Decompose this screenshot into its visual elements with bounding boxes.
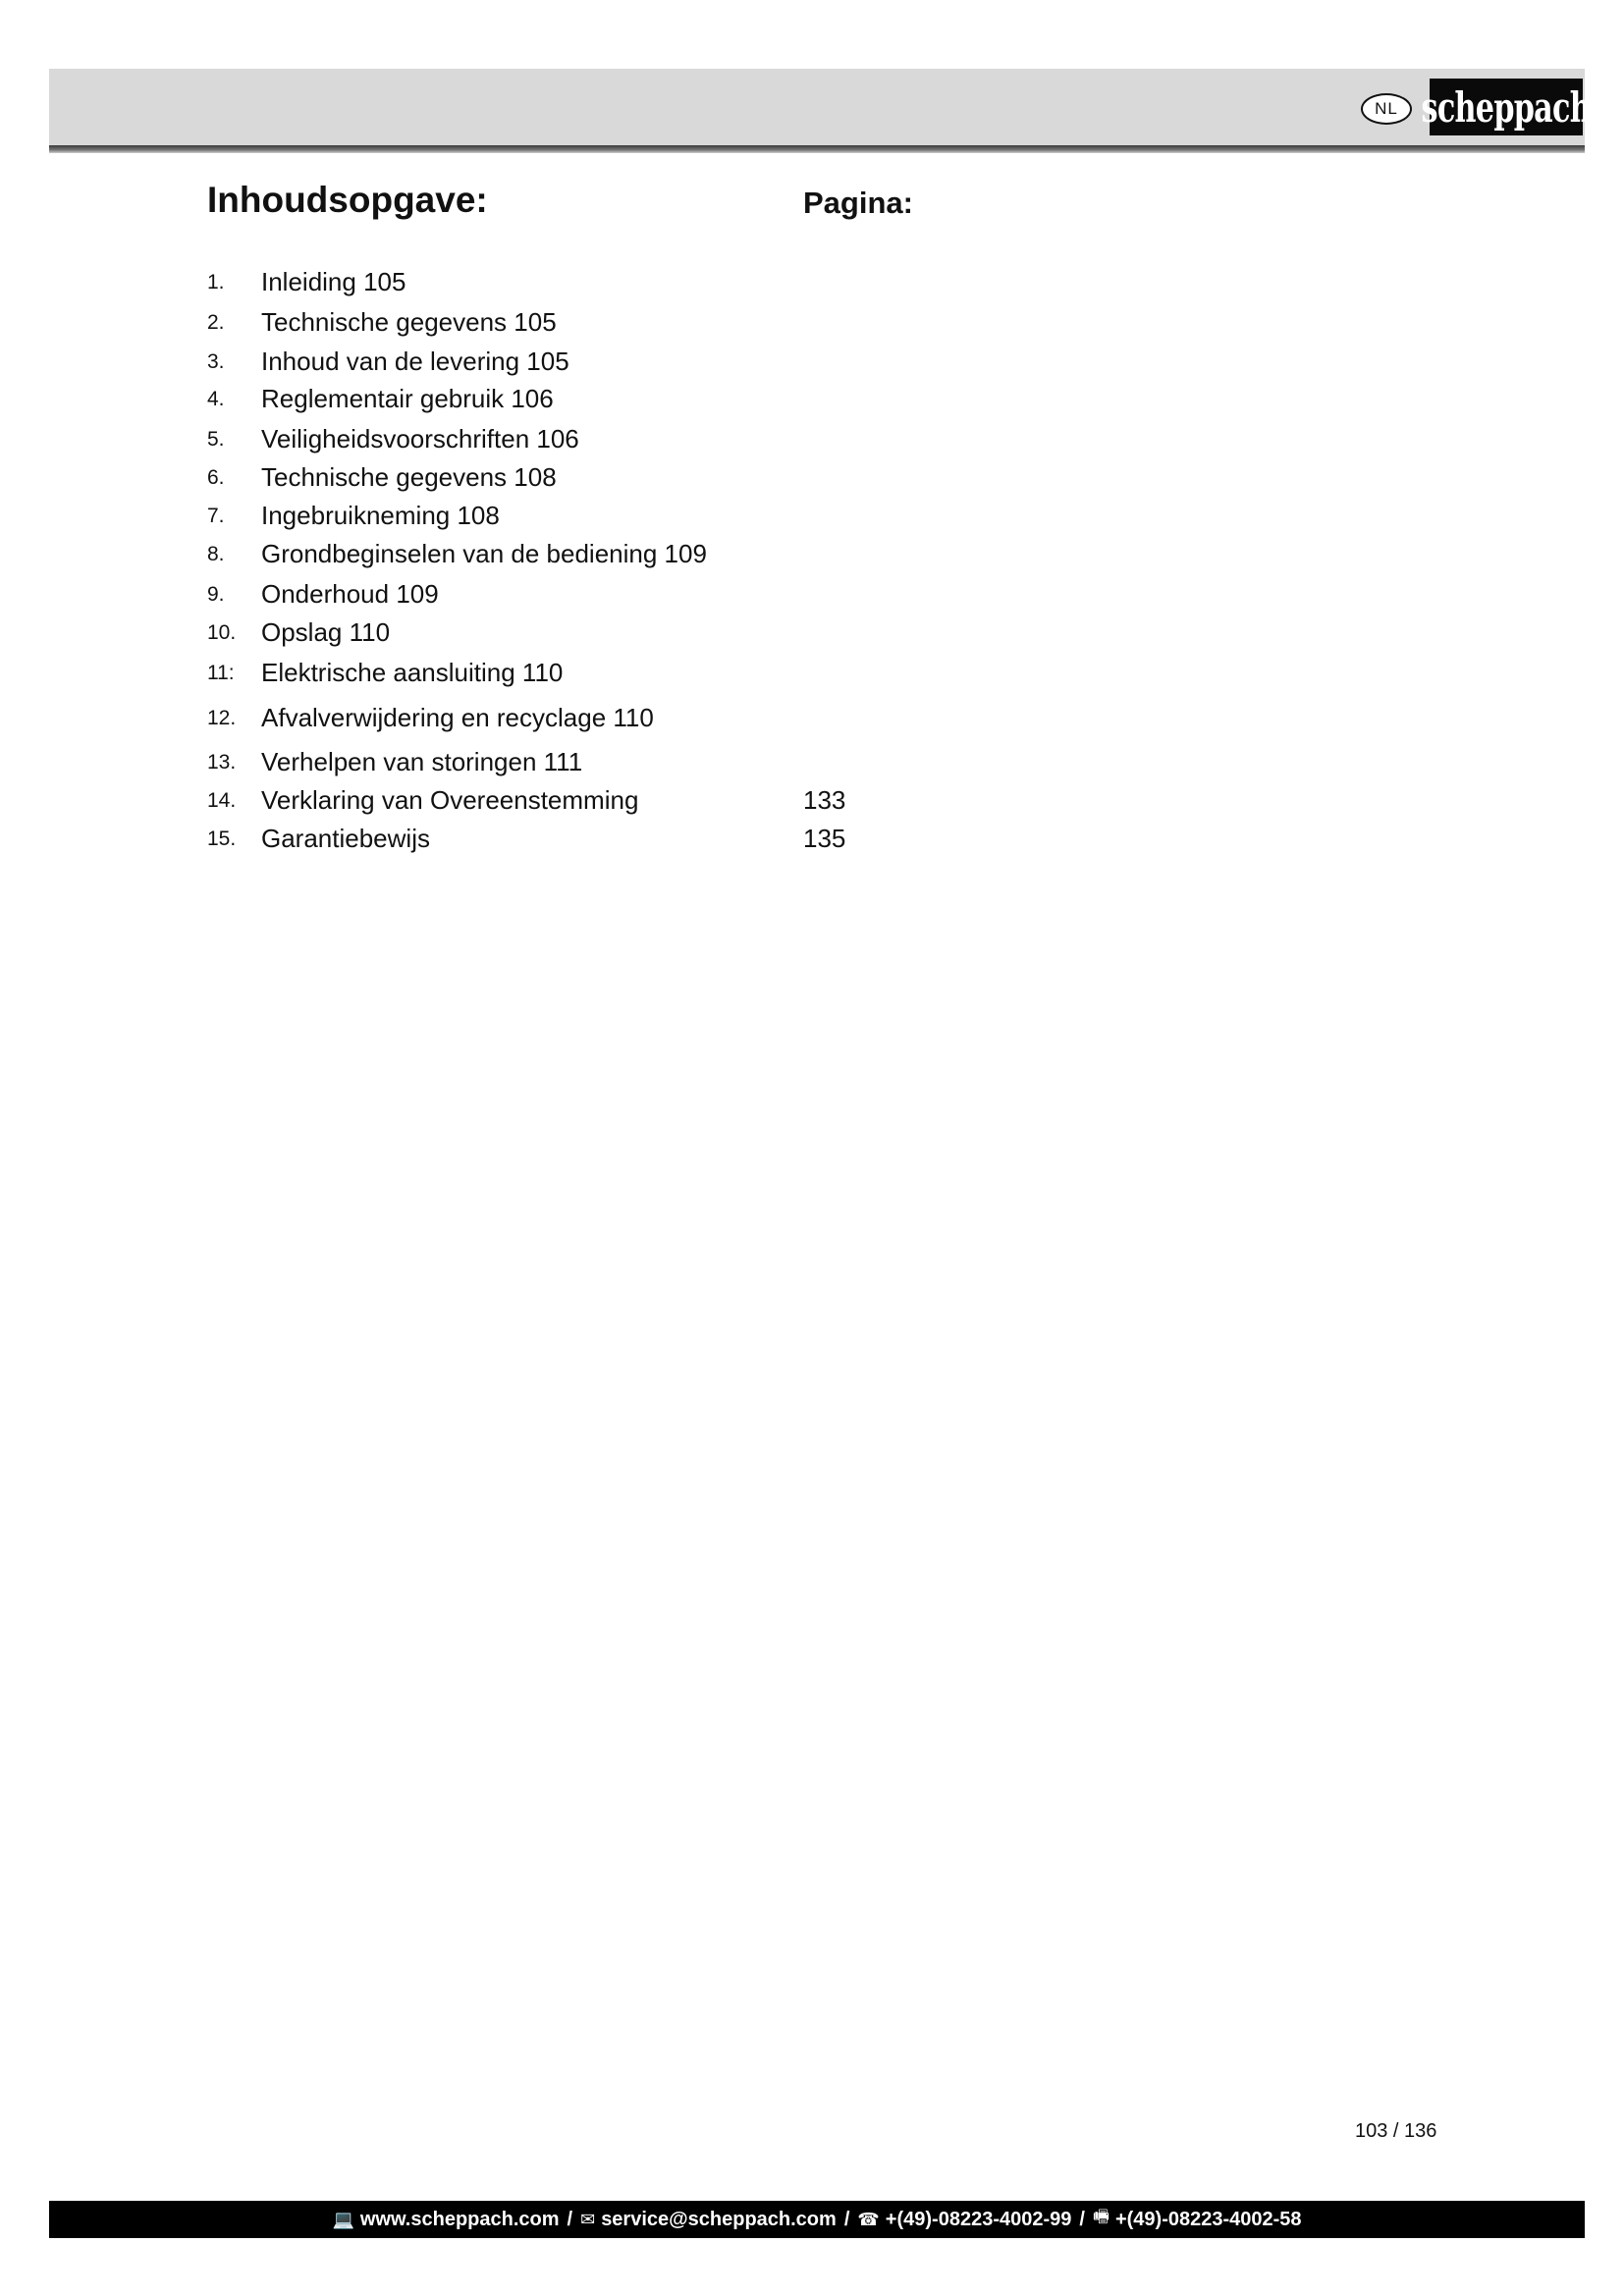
toc-entry-label: Opslag 110 [261, 617, 391, 647]
header-divider [49, 145, 1585, 153]
toc-entry [0, 703, 1624, 736]
toc-entry-number: 12. [207, 707, 237, 729]
toc-entry [0, 747, 1624, 780]
toc-entry-label: Veiligheidsvoorschriften 106 [261, 424, 579, 454]
toc-entry [0, 785, 1624, 819]
toc-entry-label: Onderhoud 109 [261, 579, 439, 609]
toc-entry [0, 267, 1624, 300]
toc-entry-number: 1. [207, 271, 225, 294]
toc-entry [0, 307, 1624, 341]
page-number: 103 / 136 [1355, 2120, 1437, 2142]
toc-title: Inhoudsopgave: [207, 180, 488, 220]
toc-entry-number: 11: [207, 662, 235, 684]
footer-email[interactable]: service@scheppach.com [601, 2208, 837, 2230]
toc-entry [0, 424, 1624, 457]
toc-entry [0, 462, 1624, 496]
toc-entry-number: 9. [207, 583, 225, 606]
toc-entry-number: 14. [207, 789, 237, 812]
footer-separator: / [567, 2208, 573, 2230]
toc-entry-page: 135 [803, 824, 846, 853]
toc-entry-label: Verhelpen van storingen 111 [261, 747, 583, 776]
toc-entry-number: 5. [207, 428, 225, 451]
toc-entry-number: 2. [207, 311, 225, 334]
footer-website[interactable]: www.scheppach.com [359, 2208, 560, 2230]
toc-entry [0, 658, 1624, 691]
toc-entry [0, 824, 1624, 857]
header-band [49, 69, 1585, 149]
toc-entry-number: 3. [207, 350, 225, 373]
language-badge: NL [1361, 93, 1412, 125]
toc-entry [0, 501, 1624, 534]
toc-entry-number: 15. [207, 828, 237, 850]
toc-entry-label: Verklaring van Overeenstemming [261, 785, 639, 815]
toc-entry-number: 7. [207, 505, 225, 527]
footer-phone: +(49)-08223-4002-99 [885, 2208, 1072, 2230]
footer-separator: / [843, 2208, 850, 2230]
toc-entry-label: Afvalverwijdering en recyclage 110 [261, 703, 654, 732]
brand-logo [1421, 79, 1592, 135]
phone-icon: ☎ [857, 2209, 880, 2229]
toc-entry-number: 13. [207, 751, 237, 774]
toc-entry-page: 133 [803, 785, 846, 815]
toc-entry-label: Grondbeginselen van de bediening 109 [261, 539, 707, 568]
toc-entry-number: 6. [207, 466, 225, 489]
fax-icon: 🖷 [1092, 2207, 1110, 2226]
toc-entry-label: Technische gegevens 108 [261, 462, 557, 492]
mail-icon: ✉ [580, 2209, 596, 2229]
toc-entry-label: Reglementair gebruik 106 [261, 384, 554, 413]
toc-entry [0, 347, 1624, 380]
toc-entry-label: Inhoud van de levering 105 [261, 347, 569, 376]
toc-entry-number: 8. [207, 543, 225, 565]
toc-entry [0, 384, 1624, 417]
footer-separator: / [1079, 2208, 1085, 2230]
toc-entry-number: 10. [207, 621, 237, 644]
toc-entry-label: Inleiding 105 [261, 267, 406, 296]
toc-entry-label: Garantiebewijs [261, 824, 430, 853]
footer-contact-bar [49, 2201, 1585, 2238]
toc-entry [0, 617, 1624, 651]
page-column-title: Pagina: [803, 186, 913, 220]
toc-entry [0, 539, 1624, 572]
computer-icon: 💻 [332, 2209, 354, 2229]
footer-fax: +(49)-08223-4002-58 [1114, 2208, 1302, 2230]
toc-entry-label: Ingebruikneming 108 [261, 501, 500, 530]
toc-entry-number: 4. [207, 388, 225, 410]
toc-entry-label: Technische gegevens 105 [261, 307, 557, 337]
toc-entry-label: Elektrische aansluiting 110 [261, 658, 564, 687]
brand-logo-text: scheppach [1421, 82, 1592, 132]
toc-entry [0, 579, 1624, 613]
